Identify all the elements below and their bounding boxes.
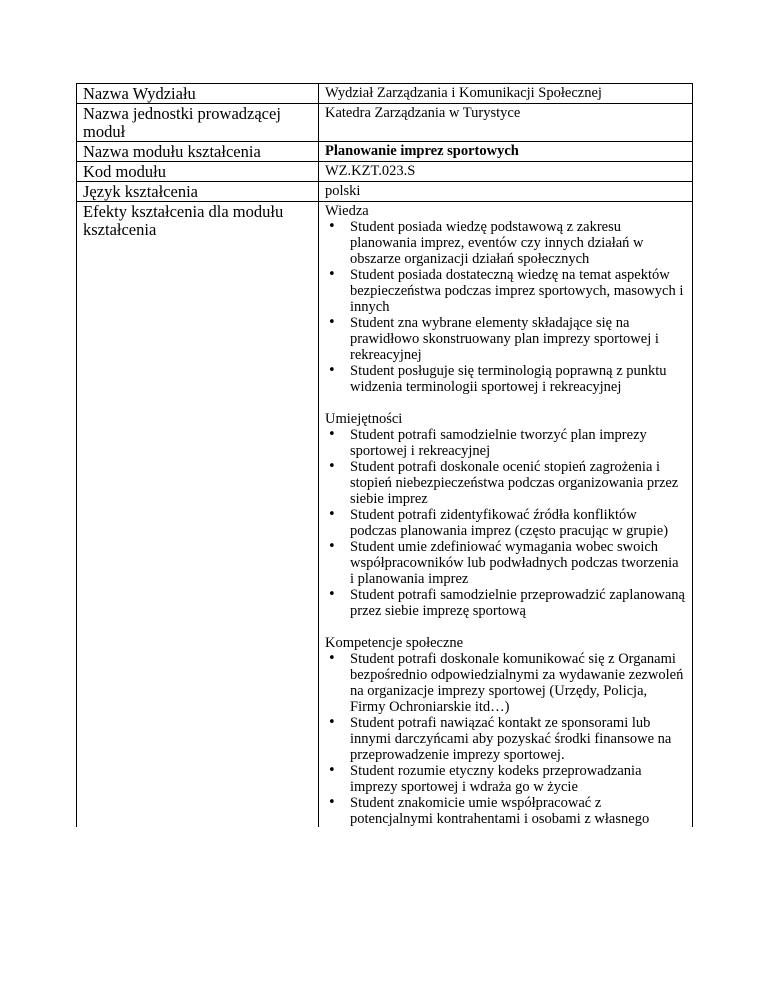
row-label: Kod modułu [77,162,319,182]
list-item: • Student posiada dostateczną wiedzę na temat aspektów bezpieczeństwa podczas imprez sportowych, masowych i innych [325,267,686,315]
list-item: • Student potrafi samodzielnie przeprowadzić zaplanowaną przez siebie imprezę sportową [325,587,686,619]
list-item: • Student znakomicie umie współpracować z potencjalnymi kontrahentami i osobami z własnego [325,795,686,827]
row-value: Wydział Zarządzania i Komunikacji Społecznej [319,84,693,104]
module-name-value: Planowanie imprez sportowych [319,142,693,162]
row-label: Nazwa jednostki prowadzącej moduł [77,104,319,142]
row-value: polski [319,182,693,202]
list-item: • Student umie zdefiniować wymagania wobec swoich współpracowników lub podwładnych podczas tworzenia i planowania imprez [325,539,686,587]
table-row [77,202,693,828]
list-item: • Student potrafi doskonale komunikować się z Organami bezpośrednio odpowiedzialnymi za wydawanie zezwoleń na organizacje imprezy sportowej (Urzędy, Policja, Firmy Ochroniarskie itd…) [325,651,686,715]
list-item: • Student potrafi samodzielnie tworzyć plan imprezy sportowej i rekreacyjnej [325,427,686,459]
row-label: Nazwa Wydziału [77,84,319,104]
table-row [77,162,693,182]
table-row [77,84,693,104]
list-item: • Student potrafi nawiązać kontakt ze sponsorami lub innymi darczyńcami aby pozyskać środki finansowe na przeprowadzenie imprezy sportowej. [325,715,686,763]
row-value: WZ.KZT.023.S [319,162,693,182]
row-label: Język kształcenia [77,182,319,202]
table-row [77,182,693,202]
table-row [77,142,693,162]
row-label: Efekty kształcenia dla modułu kształcenia [77,202,319,828]
umiejetnosci-list [325,427,686,619]
list-item: • Student rozumie etyczny kodeks przeprowadzania imprezy sportowej i wdraża go w życie [325,763,686,795]
list-item: • Student zna wybrane elementy składające się na prawidłowo skonstruowany plan imprezy sportowej i rekreacyjnej [325,315,686,363]
row-value: Katedra Zarządzania w Turystyce [319,104,693,142]
table-row [77,104,693,142]
kompetencje-list [325,651,686,827]
learning-outcomes-cell [319,202,693,828]
list-item: • Student posiada wiedzę podstawową z zakresu planowania imprez, eventów czy innych działań w obszarze organizacji działań społecznych [325,219,686,267]
section-title-kompetencje: Kompetencje społeczne [325,635,464,651]
section-title-umiejetnosci: Umiejętności [325,411,403,427]
row-label: Nazwa modułu kształcenia [77,142,319,162]
list-item: • Student posługuje się terminologią poprawną z punktu widzenia terminologii sportowej i rekreacyjnej [325,363,686,395]
list-item: • Student potrafi zidentyfikować źródła konfliktów podczas planowania imprez (często pracując w grupie) [325,507,686,539]
list-item: • Student potrafi doskonale ocenić stopień zagrożenia i stopień niebezpieczeństwa podczas organizowania przez siebie imprez [325,459,686,507]
wiedza-list [325,219,686,395]
module-info-table [76,83,693,827]
section-title-wiedza: Wiedza [325,203,369,219]
